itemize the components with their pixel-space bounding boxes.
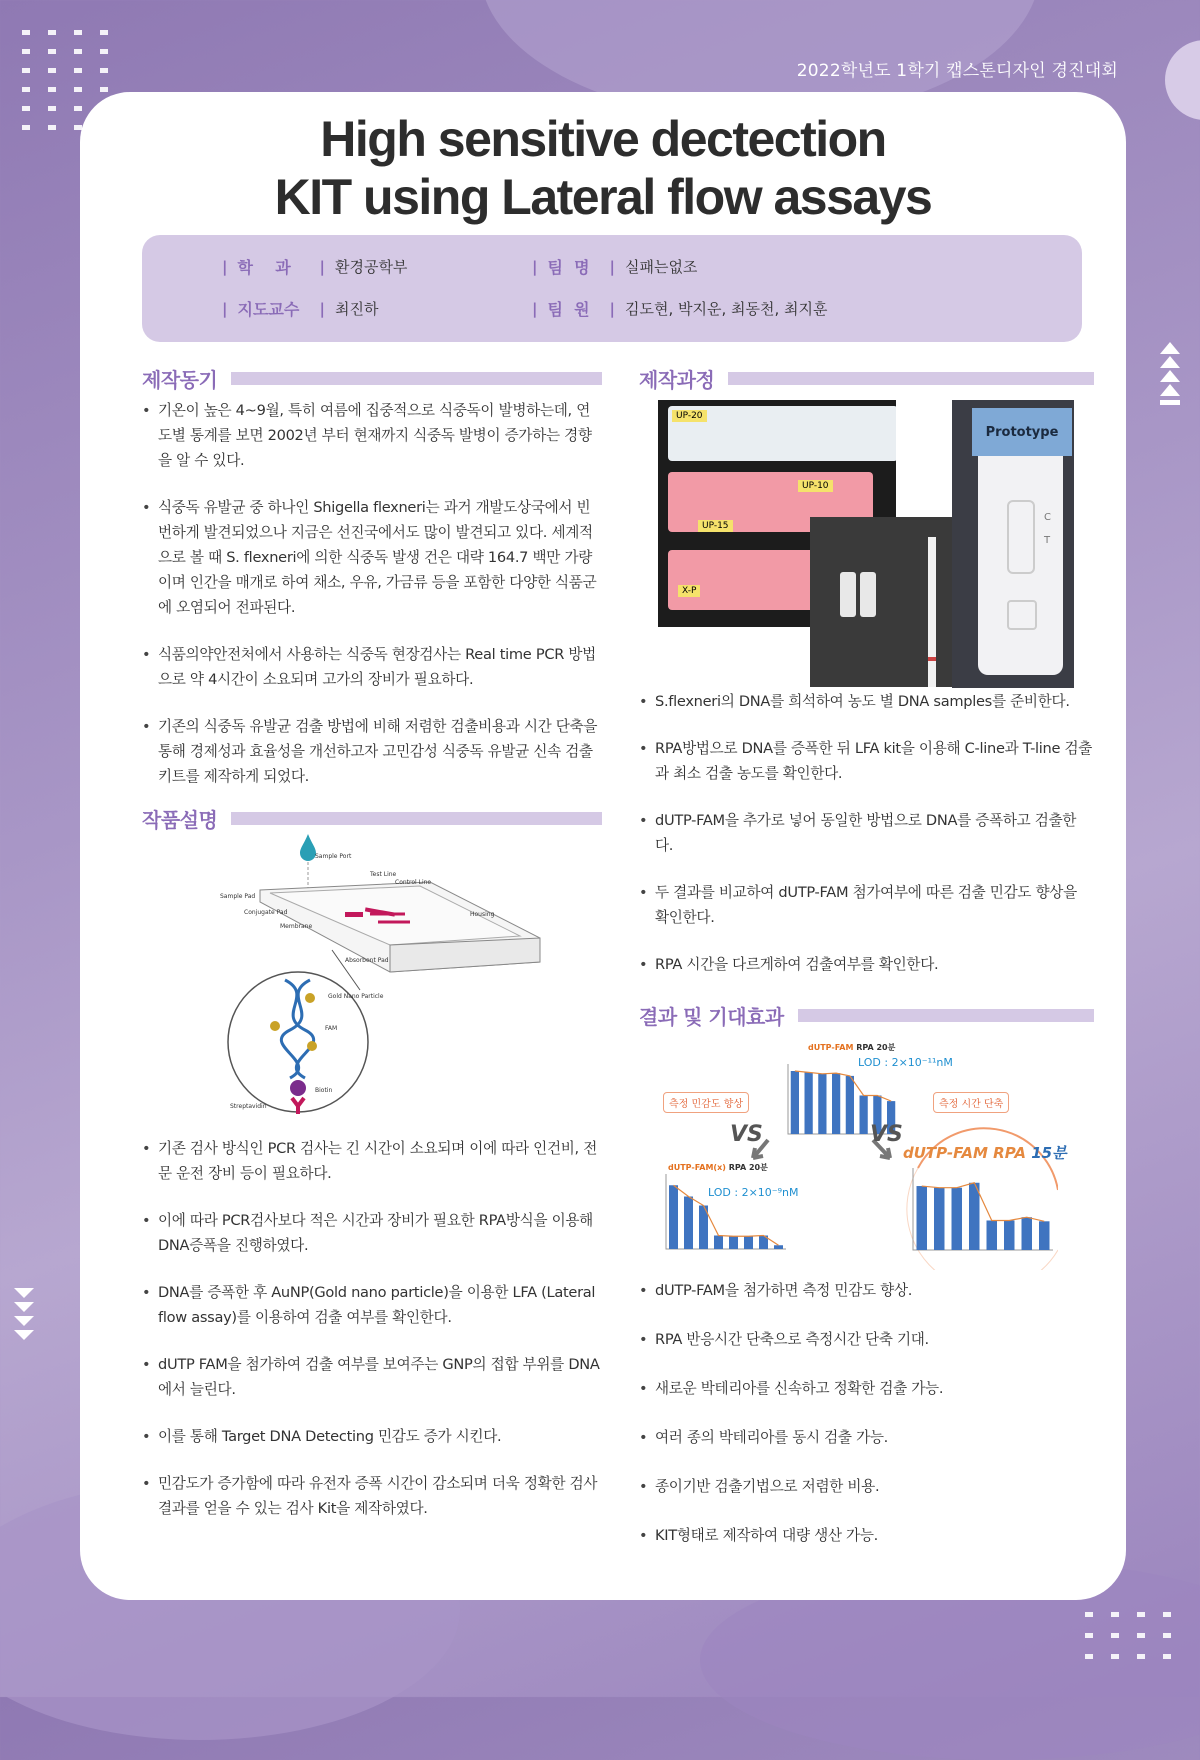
list-item: • 여러 종의 박테리아를 동시 검출 가능. — [639, 1425, 1094, 1450]
results-heading: 결과 및 기대효과 — [639, 1005, 784, 1029]
description-heading: 작품설명 — [142, 808, 218, 832]
tag-time: 측정 시간 단축 — [933, 1092, 1009, 1113]
info-row-dept: | 학 과 | 환경공학부 — [222, 255, 407, 278]
chart-bar — [934, 1188, 945, 1250]
dept-label: 학 과 — [237, 258, 291, 277]
svg-text:FAM: FAM — [325, 1025, 338, 1032]
chart-bar — [729, 1236, 738, 1249]
info-row-team: | 팀 명 | 실패는없조 — [532, 255, 697, 278]
list-item: • S.flexneri의 DNA를 희석하여 농도 별 DNA samples를 준비한다. — [639, 689, 1094, 714]
dept-value: 환경공학부 — [334, 258, 408, 276]
process-heading: 제작과정 — [639, 368, 715, 392]
list-item: • 이를 통해 Target DNA Detecting 민감도 증가 시킨다. — [142, 1424, 600, 1449]
svg-text:Membrane: Membrane — [280, 923, 313, 930]
list-item: • 종이기반 검출기법으로 저렴한 비용. — [639, 1474, 1094, 1499]
svg-text:Test Line: Test Line — [370, 871, 397, 878]
list-item: • 식중독 유발균 중 하나인 Shigella flexneri는 과거 개발도상국에서 빈번하게 발견되었으나 지금은 선진국에서도 많이 발견되고 있다. 세계적으로 볼 때 S. flexneri에 의한 식중독 발생 건은 대략 164.7 백만 가량이며 인간을 매개로 하여 채소, 우유, 가금류 등을 포함한 다양한 식품군에 오염되어 전파된다. — [142, 495, 600, 620]
chart-bar — [744, 1236, 753, 1249]
description-header — [142, 804, 602, 833]
list-item: • dUTP FAM을 첨가하여 검출 여부를 보여주는 GNP의 접합 부위를 DNA에서 늘린다. — [142, 1352, 600, 1402]
svg-text:Gold Nano Particle: Gold Nano Particle — [328, 993, 384, 1000]
members-label: 팀 원 — [547, 300, 590, 319]
svg-text:Absorbent Pad: Absorbent Pad — [345, 957, 389, 964]
process-list — [639, 689, 1094, 977]
chart-bar — [952, 1188, 963, 1250]
results-figure: dUTP-FAM RPA 20분 LOD : 2×10⁻¹¹nM dUTP-FAM(x) RPA 20분 LOD : 2×10⁻⁹nM dUTP-FAM RPA 15분 측정 민감도 향상 측정 시간 단축 VS VS — [658, 1040, 1058, 1270]
title-line-1: High sensitive dectection — [320, 111, 886, 167]
list-item: • 기존의 식중독 유발균 검출 방법에 비해 저렴한 검출비용과 시간 단축을 통해 경제성과 효율성을 개선하고자 고민감성 식중독 유발균 신속 검출 키트를 제작하게 되었다. — [142, 714, 600, 789]
arrow-ornament-icon — [12, 1288, 36, 1350]
list-item: • RPA방법으로 DNA를 증폭한 뒤 LFA kit을 이용해 C-line과 T-line 검출과 최소 검출 농도를 확인한다. — [639, 736, 1094, 786]
chart-bar — [1039, 1221, 1050, 1250]
chart-bar — [714, 1236, 723, 1250]
list-item: • RPA 반응시간 단축으로 측정시간 단축 기대. — [639, 1327, 1094, 1352]
chart-bar — [1004, 1220, 1015, 1250]
list-item: • 민감도가 증가함에 따라 유전자 증폭 시간이 감소되며 더욱 정확한 검사 결과를 얻을 수 있는 검사 Kit을 제작하였다. — [142, 1471, 600, 1521]
lfa-diagram — [220, 830, 580, 1120]
chart-bar — [969, 1183, 980, 1250]
list-item: • 이에 따라 PCR검사보다 적은 시간과 장비가 필요한 RPA방식을 이용해 DNA증폭을 진행하였다. — [142, 1208, 600, 1258]
tree-ornament-icon — [1158, 342, 1182, 408]
list-item: • 식품의약안전처에서 사용하는 식중독 현장검사는 Real time PCR 방법으로 약 4시간이 소요되며 고가의 장비가 필요하다. — [142, 642, 600, 692]
chart-bar — [791, 1071, 799, 1134]
members-value: 김도현, 박지운, 최동천, 최지훈 — [624, 300, 828, 318]
photo-lfa-strip — [810, 517, 960, 687]
chart-bar — [917, 1186, 928, 1250]
svg-text:Streptavidin: Streptavidin — [230, 1103, 267, 1110]
event-title: 2022학년도 1학기 캡스톤디자인 경진대회 — [796, 61, 1118, 81]
prototype-label: Prototype — [972, 408, 1072, 456]
chart-bar — [684, 1197, 693, 1250]
list-item: • 기존 검사 방식인 PCR 검사는 긴 시간이 소요되며 이에 따라 인건비, 전문 운전 장비 등이 필요하다. — [142, 1136, 600, 1186]
chart-bar — [987, 1220, 998, 1250]
chart-bar — [1022, 1217, 1033, 1250]
droplet-icon — [300, 834, 316, 861]
photo-tube-racks: UP-20 UP-10 UP-15 X-P — [658, 400, 896, 627]
team-label: 팀 명 — [547, 258, 590, 277]
chart-bar — [846, 1076, 854, 1134]
svg-text:Biotin: Biotin — [315, 1087, 333, 1094]
list-item: • 기온이 높은 4~9월, 특히 여름에 집중적으로 식중독이 발병하는데, 연도별 통계를 보면 2002년 부터 현재까지 식중독 발병이 증가하는 경향을 알 수 있다. — [142, 398, 600, 473]
advisor-label: 지도교수 — [237, 300, 300, 319]
title-line-2: KIT using Lateral flow assays — [274, 169, 932, 225]
photo-prototype: Prototype C T — [952, 400, 1074, 688]
list-item: • KIT형태로 제작하여 대량 생산 가능. — [639, 1523, 1094, 1548]
info-box — [142, 235, 1082, 342]
svg-text:Sample Pad: Sample Pad — [220, 893, 256, 900]
svg-text:Control Line: Control Line — [395, 879, 432, 886]
list-item: • 새로운 박테리아를 신속하고 정확한 검출 가능. — [639, 1376, 1094, 1401]
poster-title — [80, 110, 1126, 226]
top-lod: LOD : 2×10⁻¹¹nM — [858, 1056, 953, 1069]
info-row-advisor: | 지도교수 | 최진하 — [222, 297, 378, 320]
results-header — [639, 1001, 1094, 1030]
description-list — [142, 1136, 600, 1521]
chart-bar — [805, 1072, 813, 1134]
bg-blob-right — [1165, 40, 1200, 120]
chart-bar — [774, 1245, 783, 1249]
motivation-header — [142, 364, 602, 393]
list-item: • dUTP-FAM을 추가로 넣어 동일한 방법으로 DNA를 증폭하고 검출한다. — [639, 808, 1094, 858]
results-list — [639, 1278, 1094, 1548]
process-header — [639, 364, 1094, 393]
list-item: • DNA를 증폭한 후 AuNP(Gold nano particle)을 이용한 LFA (Lateral flow assay)를 이용하여 검출 여부를 확인한다. — [142, 1280, 600, 1330]
right-chart-title: dUTP-FAM RPA 15분 — [903, 1144, 1067, 1162]
bg-dots-bottom-right — [1085, 1612, 1171, 1659]
chart-bar — [818, 1074, 826, 1134]
poster-card — [80, 92, 1126, 1600]
chart-bar — [860, 1096, 868, 1135]
svg-text:Conjugate Pad: Conjugate Pad — [244, 909, 288, 916]
motivation-heading: 제작동기 — [142, 368, 218, 392]
left-lod: LOD : 2×10⁻⁹nM — [708, 1186, 799, 1199]
info-row-members: | 팀 원 | 김도현, 박지운, 최동천, 최지훈 — [532, 297, 827, 320]
svg-text:Housing: Housing — [470, 911, 495, 918]
motivation-list — [142, 398, 600, 789]
list-item: • 두 결과를 비교하여 dUTP-FAM 첨가여부에 따른 검출 민감도 향상을 확인한다. — [639, 880, 1094, 930]
tag-sensitivity: 측정 민감도 향상 — [663, 1092, 749, 1113]
svg-text:Sample Port: Sample Port — [315, 853, 352, 860]
chart-bar — [669, 1185, 678, 1249]
team-value: 실패는없조 — [624, 258, 698, 276]
vs-label-right: VS — [870, 1122, 903, 1147]
list-item: • dUTP-FAM을 첨가하면 측정 민감도 향상. — [639, 1278, 1094, 1303]
chart-bar — [832, 1073, 840, 1134]
advisor-value: 최진하 — [334, 300, 379, 318]
list-item: • RPA 시간을 다르게하여 검출여부를 확인한다. — [639, 952, 1094, 977]
vs-label-left: VS — [730, 1122, 763, 1147]
